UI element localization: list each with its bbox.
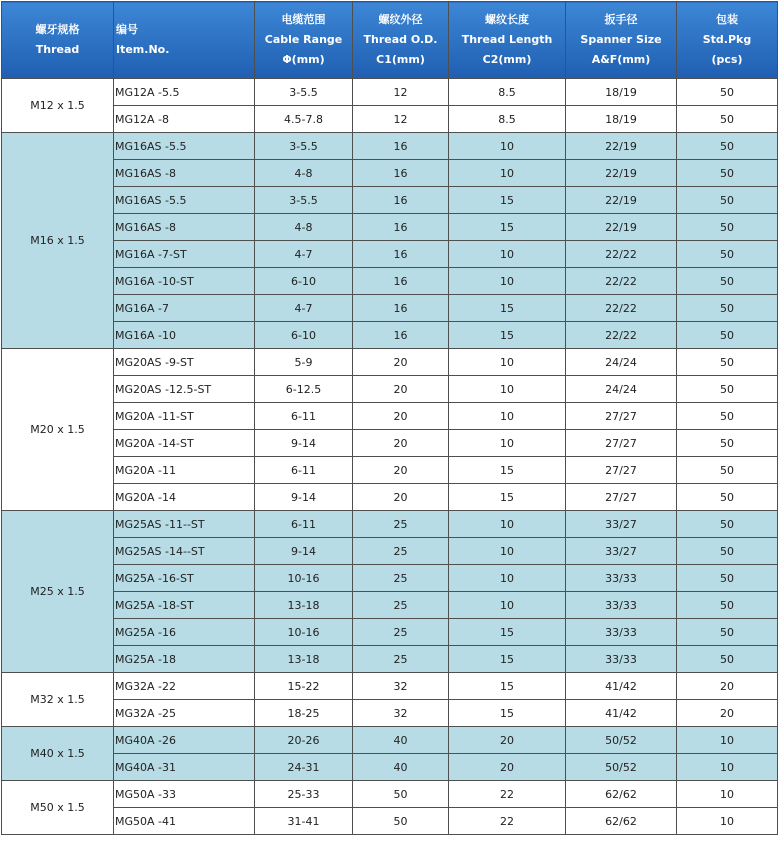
thread-length-cell: 20 [449,754,566,781]
item-cell: MG50A -41 [114,808,255,835]
thread-od-cell: 25 [353,592,449,619]
header-thread-length [449,2,566,79]
thread-od-cell: 40 [353,727,449,754]
table-row [2,484,778,511]
table-row [2,79,778,106]
table-row [2,160,778,187]
spanner-size-cell: 22/22 [566,322,677,349]
std-pkg-cell: 50 [677,619,778,646]
thread-length-cell: 10 [449,241,566,268]
spanner-size-cell: 22/22 [566,295,677,322]
cable-range-cell: 6-11 [255,511,353,538]
header-thread-od [353,2,449,79]
table-row [2,565,778,592]
thread-od-cell: 50 [353,808,449,835]
std-pkg-cell: 50 [677,403,778,430]
header-std-pkg [677,2,778,79]
std-pkg-cell: 50 [677,376,778,403]
cable-range-cell: 15-22 [255,673,353,700]
cable-range-cell: 4-8 [255,214,353,241]
thread-od-cell: 16 [353,322,449,349]
header-cable-range [255,2,353,79]
thread-length-cell: 10 [449,430,566,457]
cable-range-cell: 20-26 [255,727,353,754]
item-cell: MG16AS -8 [114,160,255,187]
header-spanner-cn: 扳手径 [604,13,638,26]
cable-range-cell: 3-5.5 [255,187,353,214]
thread-length-cell: 15 [449,295,566,322]
table-row [2,592,778,619]
thread-od-cell: 20 [353,349,449,376]
std-pkg-cell: 50 [677,322,778,349]
header-pkg-cn: 包装 [716,13,738,26]
header-cable-unit: Φ(mm) [282,53,325,66]
thread-length-cell: 15 [449,187,566,214]
header-od-unit: C1(mm) [376,53,425,66]
table-row [2,727,778,754]
header-item [114,2,255,79]
table-row [2,430,778,457]
header-item-cn: 编号 [116,23,138,36]
header-pkg-unit: (pcs) [711,53,743,66]
item-cell: MG25AS -11--ST [114,511,255,538]
thread-length-cell: 10 [449,268,566,295]
table-row [2,268,778,295]
item-cell: MG25A -16-ST [114,565,255,592]
thread-length-cell: 10 [449,538,566,565]
spanner-size-cell: 41/42 [566,700,677,727]
std-pkg-cell: 50 [677,295,778,322]
table-row [2,457,778,484]
std-pkg-cell: 50 [677,592,778,619]
cable-range-cell: 13-18 [255,592,353,619]
std-pkg-cell: 10 [677,754,778,781]
item-cell: MG16A -10-ST [114,268,255,295]
cable-range-cell: 5-9 [255,349,353,376]
cable-range-cell: 6-11 [255,403,353,430]
cable-range-cell: 9-14 [255,430,353,457]
table-row [2,700,778,727]
cable-range-cell: 6-10 [255,268,353,295]
item-cell: MG12A -5.5 [114,79,255,106]
spanner-size-cell: 33/33 [566,592,677,619]
std-pkg-cell: 50 [677,106,778,133]
item-cell: MG16A -10 [114,322,255,349]
thread-od-cell: 12 [353,79,449,106]
thread-length-cell: 15 [449,673,566,700]
cable-range-cell: 4-8 [255,160,353,187]
std-pkg-cell: 50 [677,160,778,187]
cable-range-cell: 18-25 [255,700,353,727]
thread-od-cell: 16 [353,133,449,160]
item-cell: MG16AS -8 [114,214,255,241]
std-pkg-cell: 10 [677,781,778,808]
item-cell: MG16A -7 [114,295,255,322]
table-row [2,754,778,781]
cable-range-cell: 31-41 [255,808,353,835]
spanner-size-cell: 22/22 [566,268,677,295]
thread-length-cell: 10 [449,349,566,376]
item-cell: MG20AS -9-ST [114,349,255,376]
spanner-size-cell: 22/19 [566,214,677,241]
header-thread-cn: 螺牙规格 [35,23,80,36]
thread-size-cell: M40 x 1.5 [2,727,114,781]
thread-length-cell: 10 [449,160,566,187]
item-cell: MG25AS -14--ST [114,538,255,565]
thread-length-cell: 15 [449,646,566,673]
thread-length-cell: 15 [449,484,566,511]
header-length-unit: C2(mm) [482,53,532,66]
thread-length-cell: 22 [449,808,566,835]
header-od-en: Thread O.D. [363,33,438,46]
thread-size-cell: M16 x 1.5 [2,133,114,349]
thread-length-cell: 10 [449,511,566,538]
spanner-size-cell: 62/62 [566,808,677,835]
cable-range-cell: 6-11 [255,457,353,484]
thread-length-cell: 15 [449,322,566,349]
spec-table [1,1,778,835]
spanner-size-cell: 22/19 [566,160,677,187]
std-pkg-cell: 50 [677,484,778,511]
std-pkg-cell: 50 [677,430,778,457]
table-row [2,646,778,673]
cable-range-cell: 9-14 [255,484,353,511]
thread-od-cell: 32 [353,700,449,727]
thread-size-cell: M50 x 1.5 [2,781,114,835]
spanner-size-cell: 33/27 [566,538,677,565]
spanner-size-cell: 62/62 [566,781,677,808]
cable-range-cell: 10-16 [255,619,353,646]
cable-range-cell: 25-33 [255,781,353,808]
cable-range-cell: 6-12.5 [255,376,353,403]
std-pkg-cell: 50 [677,511,778,538]
spanner-size-cell: 18/19 [566,79,677,106]
table-row [2,322,778,349]
cable-range-cell: 3-5.5 [255,79,353,106]
spanner-size-cell: 22/19 [566,187,677,214]
item-cell: MG32A -25 [114,700,255,727]
table-row [2,511,778,538]
thread-od-cell: 12 [353,106,449,133]
table-header [2,2,778,79]
thread-od-cell: 25 [353,619,449,646]
header-od-cn: 螺纹外径 [378,13,423,26]
header-item-en: Item.No. [116,43,170,56]
spanner-size-cell: 24/24 [566,376,677,403]
item-cell: MG25A -18-ST [114,592,255,619]
thread-size-cell: M25 x 1.5 [2,511,114,673]
thread-od-cell: 16 [353,241,449,268]
header-thread-en: Thread [35,43,80,56]
spanner-size-cell: 18/19 [566,106,677,133]
table-row [2,538,778,565]
cable-range-cell: 24-31 [255,754,353,781]
spanner-size-cell: 41/42 [566,673,677,700]
thread-od-cell: 32 [353,673,449,700]
item-cell: MG20A -11 [114,457,255,484]
item-cell: MG20A -14-ST [114,430,255,457]
item-cell: MG16AS -5.5 [114,187,255,214]
thread-length-cell: 15 [449,700,566,727]
thread-size-cell: M20 x 1.5 [2,349,114,511]
thread-length-cell: 10 [449,403,566,430]
thread-od-cell: 20 [353,376,449,403]
header-pkg-en: Std.Pkg [702,33,752,46]
spanner-size-cell: 33/33 [566,619,677,646]
thread-length-cell: 10 [449,133,566,160]
spanner-size-cell: 22/22 [566,241,677,268]
spanner-size-cell: 27/27 [566,484,677,511]
item-cell: MG50A -33 [114,781,255,808]
std-pkg-cell: 50 [677,457,778,484]
spanner-size-cell: 33/33 [566,646,677,673]
thread-length-cell: 10 [449,376,566,403]
thread-od-cell: 40 [353,754,449,781]
thread-length-cell: 8.5 [449,79,566,106]
std-pkg-cell: 20 [677,673,778,700]
std-pkg-cell: 50 [677,268,778,295]
cable-range-cell: 6-10 [255,322,353,349]
cable-range-cell: 3-5.5 [255,133,353,160]
thread-od-cell: 16 [353,268,449,295]
table-row [2,376,778,403]
header-length-cn: 螺纹长度 [485,13,529,26]
thread-length-cell: 8.5 [449,106,566,133]
std-pkg-cell: 50 [677,79,778,106]
spanner-size-cell: 22/19 [566,133,677,160]
thread-od-cell: 16 [353,295,449,322]
header-thread [2,2,114,79]
table-row [2,214,778,241]
spanner-size-cell: 27/27 [566,403,677,430]
header-cable-en: Cable Range [264,33,343,46]
thread-od-cell: 25 [353,646,449,673]
header-cable-cn: 电缆范围 [281,13,326,26]
table-row [2,808,778,835]
spanner-size-cell: 24/24 [566,349,677,376]
thread-length-cell: 15 [449,457,566,484]
std-pkg-cell: 50 [677,349,778,376]
table-row [2,673,778,700]
thread-od-cell: 20 [353,403,449,430]
std-pkg-cell: 50 [677,214,778,241]
thread-size-cell: M32 x 1.5 [2,673,114,727]
std-pkg-cell: 50 [677,241,778,268]
thread-length-cell: 15 [449,214,566,241]
std-pkg-cell: 10 [677,808,778,835]
table-row [2,619,778,646]
std-pkg-cell: 50 [677,538,778,565]
item-cell: MG12A -8 [114,106,255,133]
header-spanner-unit: A&F(mm) [591,53,651,66]
thread-size-cell: M12 x 1.5 [2,79,114,133]
thread-od-cell: 16 [353,214,449,241]
table-row [2,295,778,322]
thread-od-cell: 25 [353,538,449,565]
cable-range-cell: 4.5-7.8 [255,106,353,133]
table-row [2,349,778,376]
header-row [2,2,778,79]
table-row [2,106,778,133]
table-body [2,79,778,835]
std-pkg-cell: 50 [677,646,778,673]
std-pkg-cell: 20 [677,700,778,727]
std-pkg-cell: 10 [677,727,778,754]
item-cell: MG20A -11-ST [114,403,255,430]
table-row [2,403,778,430]
thread-od-cell: 20 [353,430,449,457]
header-spanner-en: Spanner Size [580,33,662,46]
header-length-en: Thread Length [461,33,553,46]
thread-od-cell: 16 [353,160,449,187]
item-cell: MG40A -26 [114,727,255,754]
thread-od-cell: 25 [353,565,449,592]
spanner-size-cell: 50/52 [566,754,677,781]
thread-od-cell: 50 [353,781,449,808]
cable-range-cell: 4-7 [255,295,353,322]
item-cell: MG25A -16 [114,619,255,646]
thread-length-cell: 10 [449,592,566,619]
thread-od-cell: 20 [353,457,449,484]
table-row [2,187,778,214]
item-cell: MG16AS -5.5 [114,133,255,160]
std-pkg-cell: 50 [677,133,778,160]
header-spanner-size [566,2,677,79]
std-pkg-cell: 50 [677,565,778,592]
thread-length-cell: 22 [449,781,566,808]
thread-length-cell: 15 [449,619,566,646]
item-cell: MG32A -22 [114,673,255,700]
thread-length-cell: 20 [449,727,566,754]
item-cell: MG25A -18 [114,646,255,673]
table-row [2,133,778,160]
cable-range-cell: 10-16 [255,565,353,592]
spanner-size-cell: 33/27 [566,511,677,538]
item-cell: MG20A -14 [114,484,255,511]
std-pkg-cell: 50 [677,187,778,214]
item-cell: MG40A -31 [114,754,255,781]
spanner-size-cell: 27/27 [566,457,677,484]
thread-od-cell: 16 [353,187,449,214]
table-row [2,781,778,808]
spanner-size-cell: 33/33 [566,565,677,592]
spanner-size-cell: 50/52 [566,727,677,754]
cable-range-cell: 4-7 [255,241,353,268]
table-row [2,241,778,268]
thread-od-cell: 25 [353,511,449,538]
thread-length-cell: 10 [449,565,566,592]
spanner-size-cell: 27/27 [566,430,677,457]
cable-range-cell: 13-18 [255,646,353,673]
thread-od-cell: 20 [353,484,449,511]
item-cell: MG20AS -12.5-ST [114,376,255,403]
item-cell: MG16A -7-ST [114,241,255,268]
cable-range-cell: 9-14 [255,538,353,565]
